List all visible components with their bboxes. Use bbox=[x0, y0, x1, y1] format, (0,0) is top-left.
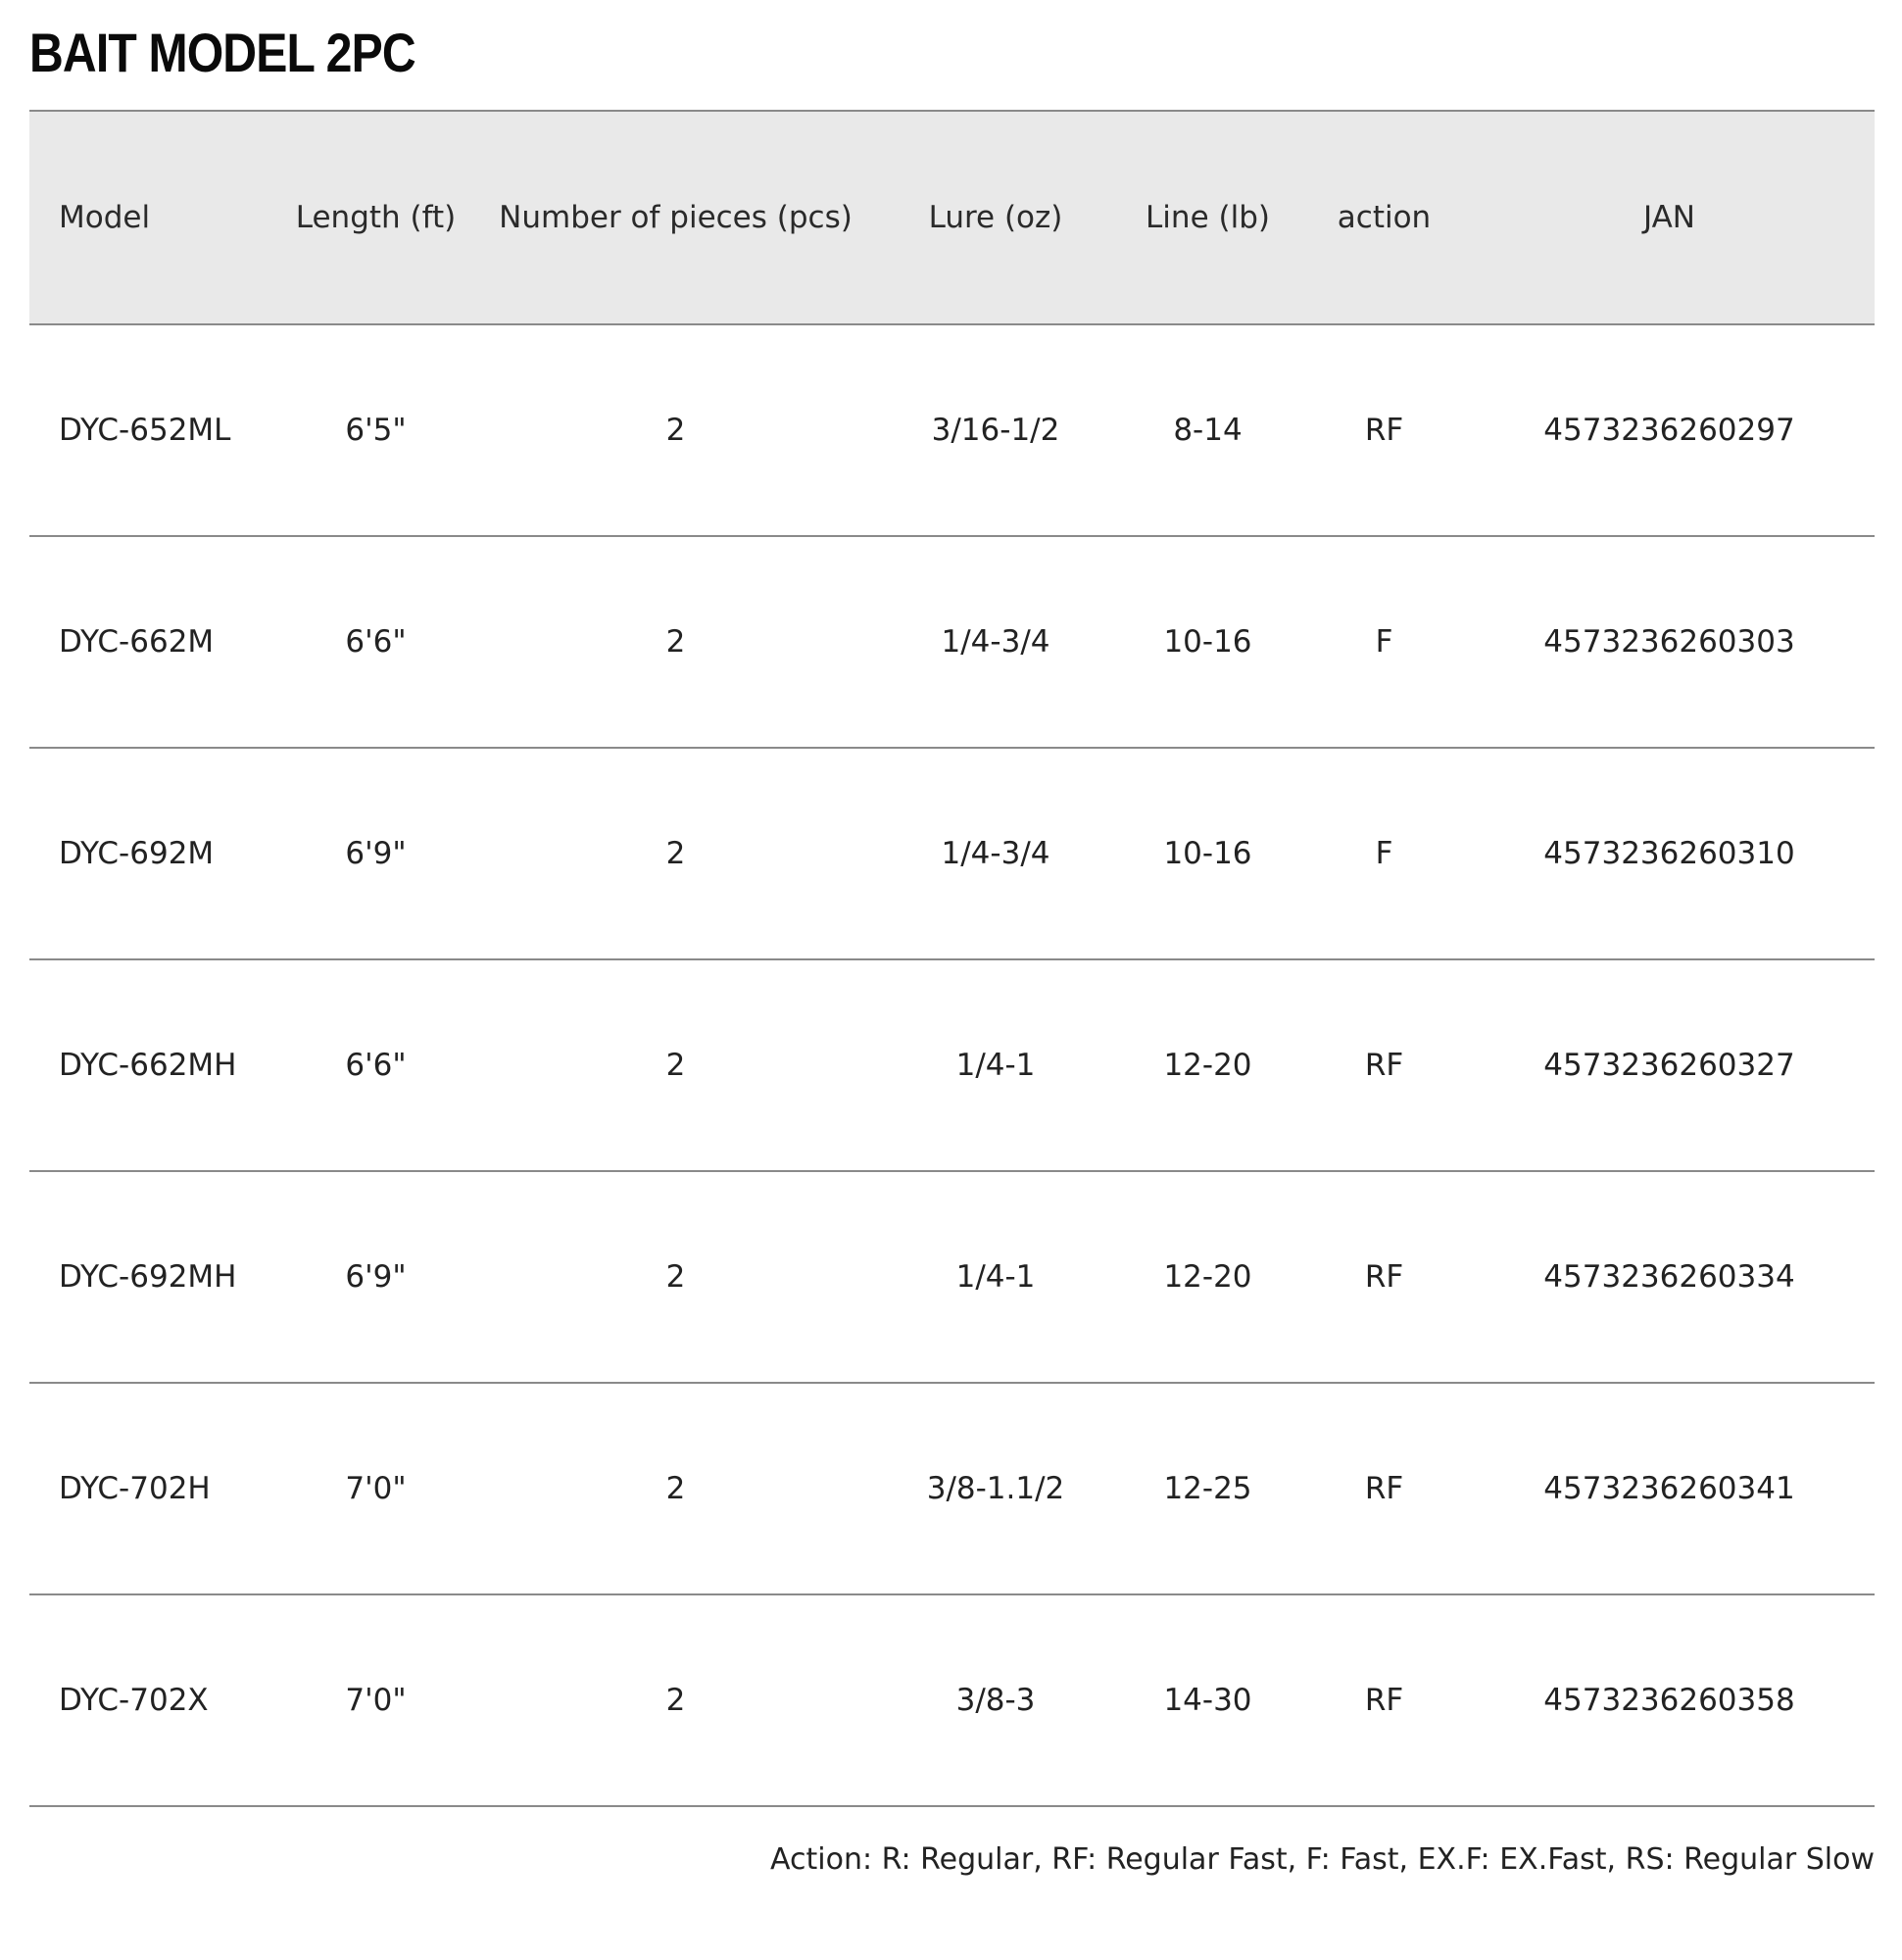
cell-jan: 4573236260334 bbox=[1464, 1171, 1875, 1383]
cell-model: DYC-662MH bbox=[29, 959, 280, 1171]
cell-action: F bbox=[1304, 748, 1464, 959]
cell-lure: 3/8-1.1/2 bbox=[880, 1383, 1111, 1594]
cell-pieces: 2 bbox=[471, 748, 880, 959]
cell-lure: 1/4-3/4 bbox=[880, 748, 1111, 959]
cell-model: DYC-692M bbox=[29, 748, 280, 959]
cell-lure: 3/8-3 bbox=[880, 1594, 1111, 1806]
cell-action: F bbox=[1304, 536, 1464, 748]
header-lure: Lure (oz) bbox=[880, 111, 1111, 324]
cell-jan: 4573236260358 bbox=[1464, 1594, 1875, 1806]
cell-model: DYC-652ML bbox=[29, 324, 280, 536]
cell-pieces: 2 bbox=[471, 1171, 880, 1383]
header-length: Length (ft) bbox=[280, 111, 471, 324]
cell-length: 6'9" bbox=[280, 1171, 471, 1383]
header-model: Model bbox=[29, 111, 280, 324]
cell-jan: 4573236260297 bbox=[1464, 324, 1875, 536]
cell-model: DYC-702H bbox=[29, 1383, 280, 1594]
cell-jan: 4573236260341 bbox=[1464, 1383, 1875, 1594]
cell-line: 12-20 bbox=[1111, 959, 1304, 1171]
header-action: action bbox=[1304, 111, 1464, 324]
table-row bbox=[29, 1594, 1875, 1806]
table-header bbox=[29, 111, 1875, 324]
cell-pieces: 2 bbox=[471, 1594, 880, 1806]
cell-line: 10-16 bbox=[1111, 748, 1304, 959]
header-pieces: Number of pieces (pcs) bbox=[471, 111, 880, 324]
cell-model: DYC-692MH bbox=[29, 1171, 280, 1383]
cell-pieces: 2 bbox=[471, 1383, 880, 1594]
cell-line: 8-14 bbox=[1111, 324, 1304, 536]
cell-length: 6'5" bbox=[280, 324, 471, 536]
action-legend-footnote: Action: R: Regular, RF: Regular Fast, F: Fast, EX.F: EX.Fast, RS: Regular Slow bbox=[770, 1842, 1875, 1877]
header-line: Line (lb) bbox=[1111, 111, 1304, 324]
cell-action: RF bbox=[1304, 1383, 1464, 1594]
cell-line: 12-20 bbox=[1111, 1171, 1304, 1383]
table-row bbox=[29, 324, 1875, 536]
cell-action: RF bbox=[1304, 1171, 1464, 1383]
cell-jan: 4573236260327 bbox=[1464, 959, 1875, 1171]
cell-action: RF bbox=[1304, 959, 1464, 1171]
cell-line: 14-30 bbox=[1111, 1594, 1304, 1806]
cell-jan: 4573236260303 bbox=[1464, 536, 1875, 748]
table-row bbox=[29, 1171, 1875, 1383]
cell-lure: 1/4-1 bbox=[880, 1171, 1111, 1383]
cell-line: 10-16 bbox=[1111, 536, 1304, 748]
table-row bbox=[29, 748, 1875, 959]
page-title: BAIT MODEL 2PC bbox=[29, 22, 415, 83]
cell-lure: 3/16-1/2 bbox=[880, 324, 1111, 536]
table-body bbox=[29, 324, 1875, 1806]
cell-lure: 1/4-3/4 bbox=[880, 536, 1111, 748]
cell-length: 6'6" bbox=[280, 536, 471, 748]
cell-length: 6'9" bbox=[280, 748, 471, 959]
table-row bbox=[29, 536, 1875, 748]
cell-length: 7'0" bbox=[280, 1383, 471, 1594]
cell-line: 12-25 bbox=[1111, 1383, 1304, 1594]
cell-length: 6'6" bbox=[280, 959, 471, 1171]
cell-lure: 1/4-1 bbox=[880, 959, 1111, 1171]
cell-pieces: 2 bbox=[471, 324, 880, 536]
header-row bbox=[29, 111, 1875, 324]
cell-model: DYC-662M bbox=[29, 536, 280, 748]
cell-pieces: 2 bbox=[471, 536, 880, 748]
cell-pieces: 2 bbox=[471, 959, 880, 1171]
table-row bbox=[29, 1383, 1875, 1594]
cell-length: 7'0" bbox=[280, 1594, 471, 1806]
cell-action: RF bbox=[1304, 1594, 1464, 1806]
table-row bbox=[29, 959, 1875, 1171]
header-jan: JAN bbox=[1464, 111, 1875, 324]
cell-jan: 4573236260310 bbox=[1464, 748, 1875, 959]
spec-table bbox=[29, 110, 1875, 1807]
cell-action: RF bbox=[1304, 324, 1464, 536]
cell-model: DYC-702X bbox=[29, 1594, 280, 1806]
